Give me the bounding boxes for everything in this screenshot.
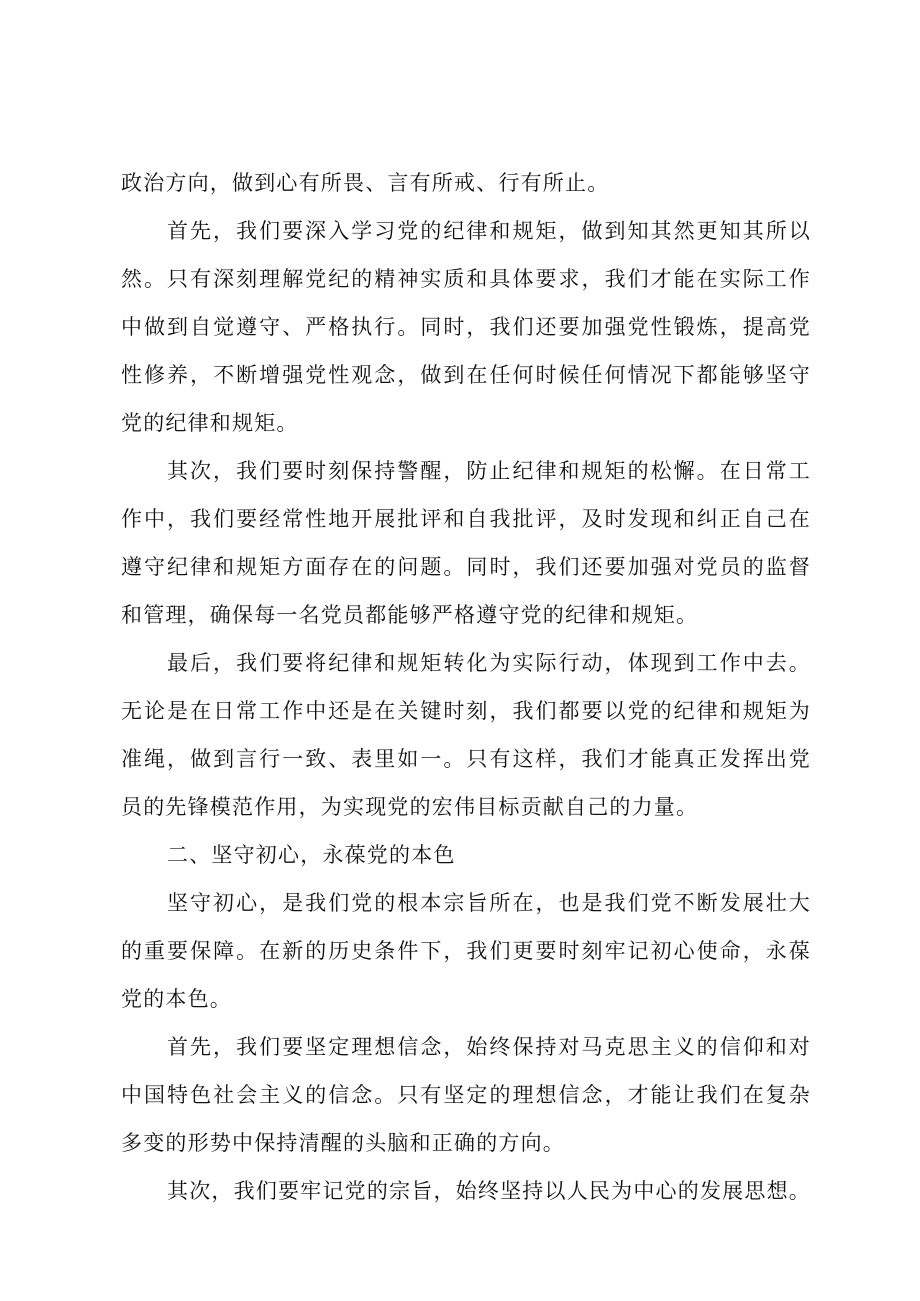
text-line: 政治方向，做到心有所畏、言有所戒、行有所止。 bbox=[121, 171, 610, 195]
paragraph bbox=[121, 639, 811, 831]
paragraph bbox=[121, 1023, 811, 1167]
paragraph bbox=[121, 207, 811, 447]
text-line: 首先，我们要深入学习党的纪律和规矩，做到知其然更知其所以 bbox=[167, 219, 811, 243]
text-line: 其次，我们要时刻保持警醒，防止纪律和规矩的松懈。在日常工 bbox=[167, 459, 811, 483]
text-line: 中国特色社会主义的信念。只有坚定的理想信念，才能让我们在复杂 bbox=[121, 1083, 811, 1107]
text-line: 然。只有深刻理解党纪的精神实质和具体要求，我们才能在实际工作 bbox=[121, 267, 811, 291]
text-line: 员的先锋模范作用，为实现党的宏伟目标贡献自己的力量。 bbox=[121, 795, 699, 819]
text-line: 准绳，做到言行一致、表里如一。只有这样，我们才能真正发挥出党 bbox=[121, 747, 811, 771]
text-line: 性修养，不断增强党性观念，做到在任何时候任何情况下都能够坚守 bbox=[121, 363, 811, 387]
section-heading-text: 二、坚守初心，永葆党的本色 bbox=[167, 843, 456, 867]
document-body bbox=[121, 159, 811, 1215]
text-line: 多变的形势中保持清醒的头脑和正确的方向。 bbox=[121, 1131, 565, 1155]
paragraph bbox=[121, 159, 811, 207]
paragraph bbox=[121, 1167, 811, 1215]
section-heading bbox=[121, 831, 811, 879]
text-line: 的重要保障。在新的历史条件下，我们更要时刻牢记初心使命，永葆 bbox=[121, 939, 811, 963]
text-line: 坚守初心，是我们党的根本宗旨所在，也是我们党不断发展壮大 bbox=[167, 891, 811, 915]
paragraph bbox=[121, 447, 811, 639]
text-line: 遵守纪律和规矩方面存在的问题。同时，我们还要加强对党员的监督 bbox=[121, 555, 811, 579]
text-line: 最后，我们要将纪律和规矩转化为实际行动，体现到工作中去。 bbox=[167, 651, 811, 675]
text-line: 无论是在日常工作中还是在关键时刻，我们都要以党的纪律和规矩为 bbox=[121, 699, 811, 723]
text-line: 作中，我们要经常性地开展批评和自我批评，及时发现和纠正自己在 bbox=[121, 507, 811, 531]
text-line: 党的本色。 bbox=[121, 987, 232, 1011]
text-line: 党的纪律和规矩。 bbox=[121, 411, 299, 435]
text-line: 中做到自觉遵守、严格执行。同时，我们还要加强党性锻炼，提高党 bbox=[121, 315, 811, 339]
text-line: 其次，我们要牢记党的宗旨，始终坚持以人民为中心的发展思想。 bbox=[167, 1179, 811, 1203]
paragraph bbox=[121, 879, 811, 1023]
text-line: 首先，我们要坚定理想信念，始终保持对马克思主义的信仰和对 bbox=[167, 1035, 811, 1059]
text-line: 和管理，确保每一名党员都能够严格遵守党的纪律和规矩。 bbox=[121, 603, 699, 627]
